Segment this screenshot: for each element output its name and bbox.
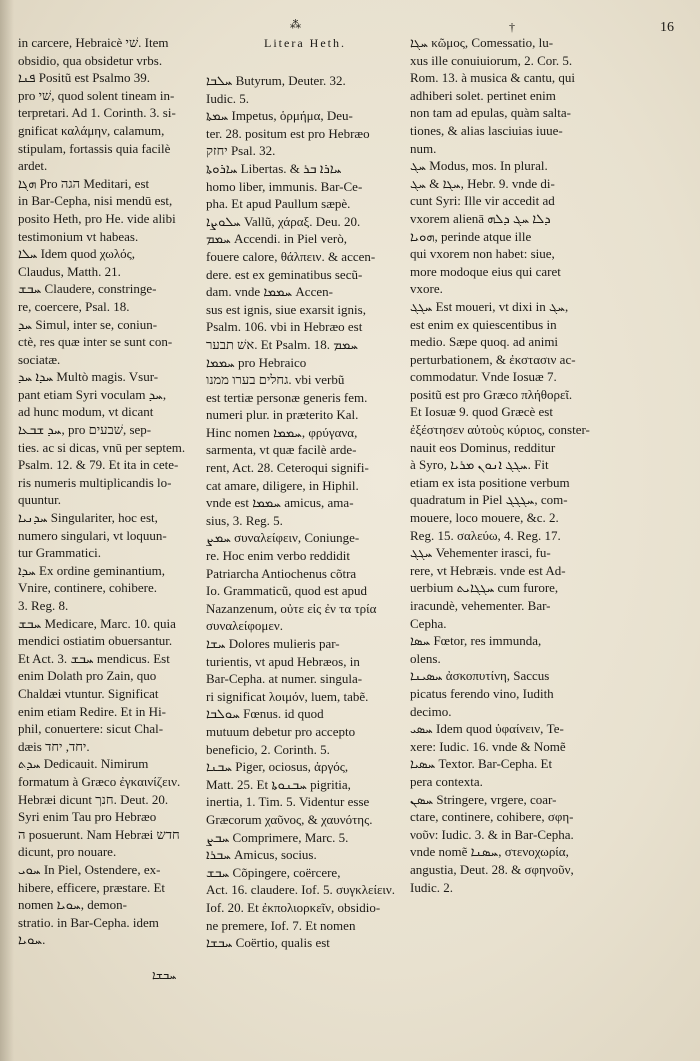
text-line: pha. Et apud Paullum sæpè. bbox=[206, 196, 351, 212]
text-line: ܚܣܝܐ Textor. Bar-Cepha. Et bbox=[410, 756, 553, 772]
text-line: cat amare, diligere, in Hiphil. bbox=[206, 477, 359, 493]
text-line: hibere, efficere, præstare. Et bbox=[18, 879, 166, 895]
text-column-left bbox=[18, 34, 204, 949]
text-line: ad hunc modum, vt dicant bbox=[18, 404, 154, 420]
text-line: iracundè, vehementer. Bar- bbox=[410, 598, 551, 613]
text-line: dæis יחד, יחד. bbox=[18, 738, 90, 754]
text-line: in carcere, Hebraicè שׁי. Item bbox=[18, 35, 169, 50]
header-ornament: ⁂ bbox=[290, 19, 301, 31]
text-line: ܗܓܐ Pro הגה Meditari, est bbox=[18, 175, 150, 191]
text-line: stipulam, fortassis quia facilè bbox=[18, 140, 171, 156]
text-line: ܚܓܐ κῶμος, Comessatio, lu- bbox=[410, 35, 554, 50]
text-line: Hebræi dicunt חנך. Deut. 20. bbox=[18, 791, 169, 807]
text-line: formatum à Græco ἐγκαινίζειν. bbox=[18, 773, 181, 789]
text-line: rere, vt Hebræis. vnde est Ad- bbox=[410, 562, 566, 578]
text-line: qui vxorem non habet: siue, bbox=[410, 246, 555, 262]
text-line: Hinc nomen ܚܡܡܐ, φρύγανα, bbox=[206, 424, 358, 440]
text-line: stratio. in Bar-Cepha. idem bbox=[18, 914, 159, 930]
text-line: ܚܕܐ ܚܕ Multò magis. Vsur- bbox=[18, 369, 159, 385]
text-column-middle bbox=[206, 72, 402, 952]
text-line: est tertiæ personæ generis fem. bbox=[206, 389, 368, 405]
text-line: sarmenta, vt quæ facilè arde- bbox=[206, 442, 357, 458]
text-line: ܦܢܐ Positũ est Psalmo 39. bbox=[18, 70, 150, 86]
text-line: nauit eos Dominus, redditur bbox=[410, 439, 556, 455]
text-line: pera contexta. bbox=[410, 773, 483, 789]
text-line: beneficio, 2. Corinth. 5. bbox=[206, 741, 330, 757]
text-line: nomen ܚܘܝܐ, demon- bbox=[18, 897, 127, 913]
text-line: Io. Grammaticũ, quod est apud bbox=[206, 583, 368, 599]
text-column-right bbox=[410, 34, 614, 896]
text-line: Iudic. 2. bbox=[410, 879, 453, 895]
text-line: ܚܡܨ συναλείφειν, Coniunge- bbox=[206, 530, 360, 546]
catchword: ܚܒܫܐ bbox=[152, 968, 177, 982]
text-line: quuntur. bbox=[18, 492, 61, 508]
text-line: Vnire, continere, cohibere. bbox=[18, 580, 157, 596]
text-line: tiones, & alias lasciuias iuue- bbox=[410, 122, 563, 138]
text-line: ctare, continere, cohibere, σφη- bbox=[410, 809, 574, 825]
text-line: vnde nomẽ ܚܣܢܐ, στενοχωρία, bbox=[410, 844, 569, 860]
text-line: turientis, vt apud Hebræos, in bbox=[206, 653, 360, 669]
text-line: angustia, Deut. 28. & σφηνοῦν, bbox=[410, 861, 574, 877]
text-line: num. bbox=[410, 140, 437, 156]
text-line: ܚܓܐ & ܚܓ, Hebr. 9. vnde di- bbox=[410, 175, 555, 191]
text-line: ri significat λοιμόν, luem, tabẽ. bbox=[206, 688, 369, 704]
text-line: sociatæ. bbox=[18, 351, 61, 367]
folio-number: 16 bbox=[660, 20, 674, 35]
text-line: rent, Act. 28. Ceteroqui signifi- bbox=[206, 460, 369, 476]
text-line: enim etiam Redire. Et in Hi- bbox=[18, 703, 167, 719]
text-line: terpretari. Ad 1. Corinth. 3. si- bbox=[18, 105, 176, 121]
text-line: inertia, 1. Tim. 5. Videntur esse bbox=[206, 794, 370, 810]
text-line: Iof. 20. Et ἐκπολιορκεῖν, obsidio- bbox=[206, 899, 381, 915]
text-line: Matt. 25. Et ܚܒܢܘܬܐ pigritia, bbox=[206, 776, 351, 792]
text-line: Et Act. 3. ܚܒܫ mendicus. Est bbox=[18, 650, 170, 666]
text-line: fouere calore, θάλπειν. & accen- bbox=[206, 248, 376, 264]
text-line: Græcorum χαῦνος, & χαυνότης. bbox=[206, 811, 373, 827]
text-line: est enim ex quiescentibus in bbox=[410, 316, 557, 332]
text-line: perturbationem, & ἐκστασιν ac- bbox=[410, 351, 576, 367]
text-line: commodatur. Vnde Iosuæ 7. bbox=[410, 369, 557, 385]
text-line: posito Heth, pro He. vide alibi bbox=[18, 210, 176, 226]
text-line: ne premere, Iof. 7. Et nomen bbox=[206, 917, 356, 933]
text-line: ܚܒܪܐ Amicus, socius. bbox=[206, 847, 317, 863]
text-line: ἐξέστησεν αὐτοὺς κύριος, conster- bbox=[410, 422, 590, 438]
text-line: adhiberi solet. pertinet enim bbox=[410, 87, 556, 103]
text-line: ה posuerunt. Nam Hebræi חדש bbox=[18, 826, 180, 842]
text-line: in Bar-Cepha, nisi mendū est, bbox=[18, 193, 173, 209]
text-line: Iudic. 5. bbox=[206, 90, 249, 106]
text-line: Bar-Cepha. at numer. singula- bbox=[206, 671, 363, 687]
text-line: vxorem alienā ܕܠܐ ܚܓ ܕܠܗ bbox=[410, 210, 551, 226]
text-line: decimo. bbox=[410, 703, 452, 719]
text-line: re, coercere, Psal. 18. bbox=[18, 298, 130, 314]
text-line: re. Hoc enim verbo reddidit bbox=[206, 548, 351, 564]
text-line: Claudus, Matth. 21. bbox=[18, 263, 121, 279]
text-line: olens. bbox=[410, 650, 441, 666]
text-line: numeri plur. in præterito Kal. bbox=[206, 407, 359, 423]
text-line: homo liber, immunis. Bar-Ce- bbox=[206, 178, 363, 194]
text-line: quadratum in Piel ܚܓܓܓ, com- bbox=[410, 492, 568, 508]
text-line: xere: Iudic. 16. vnde & Nomẽ bbox=[410, 738, 566, 754]
text-line: ܚܡܡ Accendi. in Piel verò, bbox=[206, 231, 347, 247]
text-line: ardet. bbox=[18, 158, 48, 174]
text-line: ܚܓܓ Est moueri, vt dixi in ܚܓ, bbox=[410, 298, 569, 314]
text-line: ܚܕܬ Dedicauit. Nimirum bbox=[18, 756, 149, 772]
text-line: Et Iosuæ 9. quod Græcè est bbox=[410, 404, 553, 420]
running-head-title: Litera Heth. bbox=[264, 36, 346, 50]
text-line: ܚܕܢܝܐ Singulariter, hoc est, bbox=[18, 510, 158, 526]
text-line: ܚܕܐ Ex ordine geminantium, bbox=[18, 562, 166, 578]
text-line: dere. est ex geminatibus secũ- bbox=[206, 266, 363, 282]
text-line: Patriarcha Antiochenus cõtra bbox=[206, 565, 357, 581]
text-line: ܚܘܝܐ. bbox=[18, 932, 46, 948]
text-line: pro שׁי, quod solent tineam in- bbox=[18, 87, 175, 103]
text-line: mouere, loco mouere, &c. 2. bbox=[410, 510, 559, 526]
text-line: ܚܡܡܐ pro Hebraico bbox=[206, 354, 307, 370]
text-line: sus est ignis, siue exarsit ignis, bbox=[206, 301, 366, 317]
text-line: dicunt, pro nouare. bbox=[18, 844, 117, 860]
text-line: νοῦν: Iudic. 3. & in Bar-Cepha. bbox=[410, 826, 574, 842]
text-line: mendici ostiatim obuersantur. bbox=[18, 633, 173, 649]
text-line: ܚܕ ܫܒܥܐ, pro שׁבעים, sep- bbox=[18, 422, 152, 438]
text-line: 3. Reg. 8. bbox=[18, 598, 69, 613]
text-line: ris numeris multiplicandis lo- bbox=[18, 474, 172, 490]
text-line: testimonium vt habeas. bbox=[18, 228, 139, 244]
text-line: cunt Syri: Ille vir accedit ad bbox=[410, 193, 555, 209]
text-line: συναλείφομεν. bbox=[206, 618, 283, 634]
text-line: אשׁ תבער. Et Psalm. 18. ܚܡܡ bbox=[206, 336, 358, 352]
text-line: Reg. 15. σαλεύω, 4. Reg. 17. bbox=[410, 527, 561, 543]
text-line: ܚܘܝ In Piel, Ostendere, ex- bbox=[18, 861, 161, 877]
text-line: obsidio, qua obsidetur vrbs. bbox=[18, 52, 163, 68]
text-line: Nazanzenum, οὐτε εἰς ἐν τα τρία bbox=[206, 600, 377, 616]
text-line: à Syro, ܚܓܓ ܐܢܘܢ ܡܪܝܐ. Fit bbox=[410, 457, 549, 473]
text-line: יחזק Psal. 32. bbox=[206, 143, 276, 159]
text-line: Psalm. 106. vbi in Hebræo est bbox=[206, 319, 363, 335]
text-line: ܚܒܫܐ Coërtio, qualis est bbox=[206, 935, 330, 951]
text-line: Syri enim Tau pro Hebræo bbox=[18, 809, 157, 825]
text-line: Rom. 13. à musica & cantu, qui bbox=[410, 70, 576, 86]
text-line: enim Dolath pro Zain, quo bbox=[18, 668, 157, 684]
text-line: etiam ex ista positione verbum bbox=[410, 474, 570, 490]
text-line: more modoque eius qui caret bbox=[410, 263, 561, 279]
text-line: gnificat καλάμην, calamum, bbox=[18, 122, 165, 138]
text-line: vxore. bbox=[410, 281, 443, 297]
running-mark: † bbox=[509, 20, 515, 34]
text-line: ܚܠܐ Idem quod χωλός, bbox=[18, 246, 136, 262]
text-line: tur Grammatici. bbox=[18, 545, 102, 561]
text-line: non tam ad epulas, quàm salta- bbox=[410, 105, 572, 121]
text-line: ܚܓܓ Vehementer irasci, fu- bbox=[410, 545, 551, 561]
text-line: pant etiam Syri voculam ܚܕ, bbox=[18, 386, 167, 402]
text-line: ܚܒܫ Medicare, Marc. 10. quia bbox=[18, 615, 176, 631]
text-line: ter. 28. positum est pro Hebræo bbox=[206, 125, 370, 141]
text-line: ܚܓ Modus, mos. In plural. bbox=[410, 158, 548, 174]
text-line: medio. Sæpe quoq. ad animi bbox=[410, 334, 559, 350]
text-line: Cepha. bbox=[410, 615, 447, 631]
text-line: ܚܘܠܒܐ Fœnus. id quod bbox=[206, 706, 324, 722]
text-line: positũ est pro Græco πλήθορεῖ. bbox=[410, 386, 573, 402]
text-line: ܚܣܝ Idem quod ὑφαίνειν, Te- bbox=[410, 721, 564, 737]
text-line: ܚܠܒܐ Butyrum, Deuter. 32. bbox=[206, 73, 346, 88]
page-spine-shadow bbox=[0, 0, 14, 1061]
text-line: Psalm. 12. & 79. Et ita in cete- bbox=[18, 457, 179, 473]
text-line: xus ille conuiuiorum, 2. Cor. 5. bbox=[410, 52, 573, 68]
text-line: ܚܡܬܐ Impetus, ὁρμήμα, Deu- bbox=[206, 108, 353, 124]
text-line: ties. ac si dicas, vnū per septem. bbox=[18, 439, 186, 455]
text-line: ctè, res quæ inter se sunt con- bbox=[18, 334, 173, 350]
text-line: dam. vnde ܚܡܡܐ Accen- bbox=[206, 284, 333, 300]
text-line: ܚܒܨ Comprimere, Marc. 5. bbox=[206, 829, 349, 845]
text-line: Chaldæi vtuntur. Significat bbox=[18, 685, 159, 701]
text-line: sius, 3. Reg. 5. bbox=[206, 512, 283, 528]
text-line: ܚܐܪܘܬܐ Libertas. & ܚܐܪܐ ܒܪ bbox=[206, 160, 342, 176]
text-line: vnde est ܚܡܡܐ amicus, ama- bbox=[206, 495, 354, 511]
text-line: ܚܣܢ Stringere, vrgere, coar- bbox=[410, 791, 557, 807]
text-line: ܚܣܐ Fœtor, res immunda, bbox=[410, 633, 542, 649]
text-line: ܚܒܫ Claudere, constringe- bbox=[18, 281, 157, 297]
text-line: ܚܒܫ Cõpingere, coërcere, bbox=[206, 864, 341, 880]
text-line: Act. 16. claudere. Iof. 5. συγκλείειν. bbox=[206, 882, 396, 898]
text-line: ܗܘܝܐ, perinde atque ille bbox=[410, 228, 532, 244]
text-line: mutuum debetur pro accepto bbox=[206, 723, 356, 739]
text-line: ܚܣܝܢܐ ἀσκοπυτίνη, Saccus bbox=[410, 668, 550, 684]
text-line: picatus ferendo vino, Iudith bbox=[410, 685, 554, 701]
text-line: ܚܫܐ Dolores mulieris par- bbox=[206, 636, 340, 651]
text-line: ܚܒܢܐ Piger, ociosus, ἀργός, bbox=[206, 759, 349, 775]
text-line: uerbium ܚܓܓܐܝܬ cum furore, bbox=[410, 580, 559, 596]
text-line: ܚܕ Simul, inter se, coniun- bbox=[18, 316, 158, 332]
text-line: גחלים בערו ממנו. vbi verbũ bbox=[206, 372, 345, 388]
text-line: ܚܠܘܨܐ Vallũ, χάραξ. Deu. 20. bbox=[206, 213, 361, 229]
text-line: phil, conuertere: sicut Chal- bbox=[18, 721, 164, 737]
text-line: numero singulari, vt loquun- bbox=[18, 527, 167, 543]
